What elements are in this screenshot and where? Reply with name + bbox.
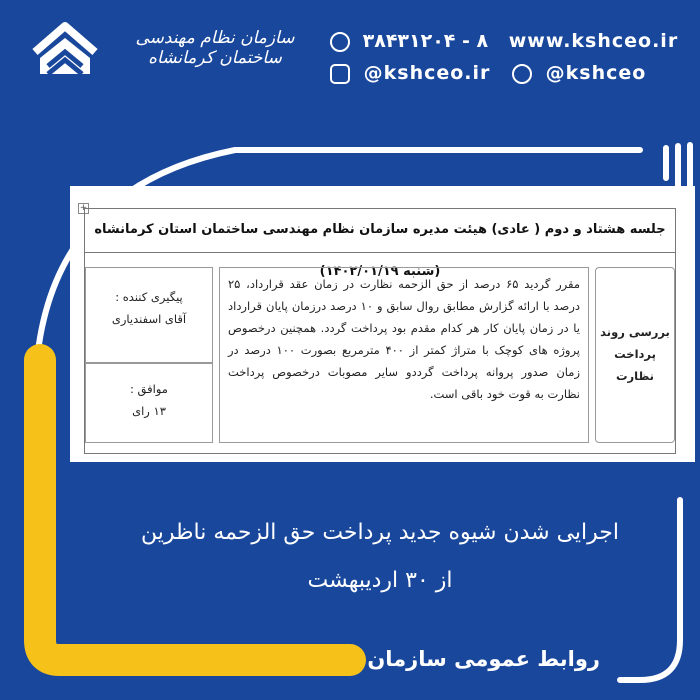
instagram-handle[interactable]: @kshceo.ir [363,62,491,84]
telegram-icon [512,64,532,84]
instagram-icon [330,64,350,84]
followup-cell [85,267,213,363]
org-name: سازمان نظام مهندسی ساختمان کرمانشاه [135,28,295,68]
website-link[interactable]: www.kshceo.ir [508,30,679,52]
vote-cell [85,363,213,443]
followup-label: پیگیری کننده : [115,290,183,304]
resolution-body: مقرر گردید ۶۵ درصد از حق الزحمه نظارت در زمان عقد قرارداد، ۲۵ درصد با ارائه گزارش مطابق روال سابق و ۱۰ درصد درزمان پایان قرارداد یا در زمان پایان کار هر کدام مقدم بود پرداخت گردد. همچنین درخصوص پروژه های کوچک با متراژ کمتر از ۴۰۰ مترمربع بصورت ۱۰۰ درصد در زمان صدور پروانه پرداخت گرددو سایر مصوبات درخصوص پرداخت نظارت به قوت خود باقی است. [219,267,589,443]
resolution-table [84,252,676,454]
subject-line-1: بررسی روند [600,325,670,340]
telegram-handle[interactable]: @kshceo [545,62,647,84]
footer-signature: روابط عمومی سازمان [367,647,600,671]
phone-icon [330,32,350,52]
phone-row [330,30,679,58]
subject-line-2: پرداخت نظارت [614,347,656,383]
social-row [330,62,670,90]
headline-line-2: از ۳۰ اردیبهشت [307,568,453,593]
vote-value: ۱۳ رای [132,404,166,418]
followup-name: آقای اسفندیاری [111,312,187,326]
expand-plus-icon[interactable]: + [79,203,88,213]
phone-number: ۳۸۴۳۱۲۰۴ - ۸ [362,30,489,52]
logo-mark [30,22,100,78]
vote-label: موافق : [130,382,168,396]
subject-cell [595,267,675,443]
headline-line-1: اجرایی شدن شیوه جدید پرداخت حق الزحمه ناظرین [140,520,620,545]
document-title: جلسه هشتاد و دوم ( عادی) هیئت مدیره سازمان نظام مهندسی ساختمان استان کرمانشاه (شنبه ۱۴۰۲/۰۱/۱۹) [84,208,676,252]
